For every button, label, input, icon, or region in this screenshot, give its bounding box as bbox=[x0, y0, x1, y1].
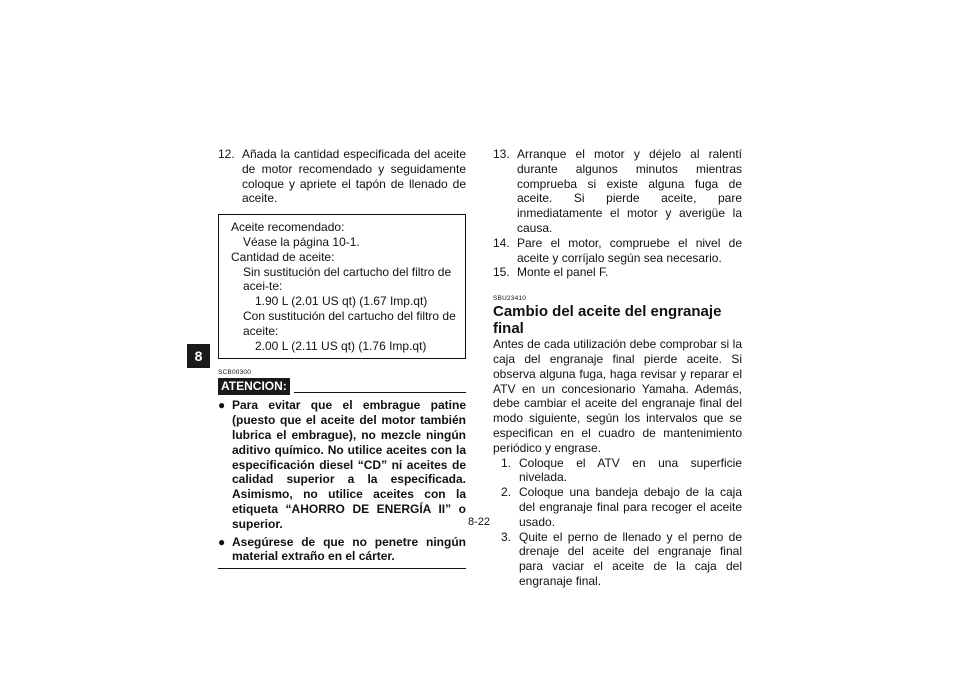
step-text: Pare el motor, compruebe el nivel de aceite y corríjalo según sea necesario. bbox=[517, 235, 742, 265]
step-number: 1. bbox=[501, 455, 512, 470]
step-text: Arranque el motor y déjelo al ralentí durante algunos minutos mientras comprueba si existe alguna fuga de aceite. Si pierde aceite, pare inmediatamente el motor y averigüe la causa. bbox=[517, 147, 742, 235]
oil-spec-box bbox=[218, 214, 466, 359]
substep-3 bbox=[493, 530, 742, 589]
step-number: 13. bbox=[493, 147, 510, 161]
chapter-tab: 8 bbox=[187, 344, 210, 368]
step-14 bbox=[493, 236, 742, 266]
step-number: 12. bbox=[218, 147, 235, 161]
step-text: Añada la cantidad especificada del aceite de motor recomendado y seguidamente coloque y apriete el tapón de llenado de aceite. bbox=[242, 147, 466, 206]
step-text: Coloque el ATV en una superficie nivelada. bbox=[519, 455, 742, 485]
section-code: SBU23410 bbox=[493, 295, 527, 303]
bullet-text: Para evitar que el embrague patine (puesto que el aceite del motor también lubrica el embrague), no mezcle ningún aditivo químico. No utilice aceites con la especificación diesel “CD” ni aceites de calidad superior a la especificada. Asimismo, no utilice aceites con la etiqueta “AHORRO DE ENERGÍA II” o superior. bbox=[232, 398, 466, 531]
substep-2 bbox=[493, 485, 742, 529]
section-code: SCB00300 bbox=[218, 369, 252, 377]
step-13 bbox=[493, 147, 742, 236]
spec-line: Con sustitución del cartucho del filtro de aceite: bbox=[243, 308, 456, 338]
step-12 bbox=[218, 147, 466, 206]
attention-bullet bbox=[218, 398, 466, 531]
step-number: 3. bbox=[501, 529, 512, 544]
section-heading: Cambio del aceite del engranaje final bbox=[493, 303, 722, 338]
section-paragraph: Antes de cada utilización debe comprobar si la caja del engranaje final pierde aceite. Si observa alguna fuga, haga revisar y reparar el ATV en un concesionario Yamaha. Además, debe cambiar el aceite del engranaje final del modo siguiente, según los intervalos que se especifican en el cuadro de mantenimiento periódico y engrase. bbox=[493, 337, 742, 455]
spec-line: 1.90 L (2.01 US qt) (1.67 Imp.qt) bbox=[255, 294, 428, 309]
spec-line: Aceite recomendado: bbox=[231, 220, 345, 235]
spec-line: Véase la página 10-1. bbox=[243, 234, 360, 249]
bullet-icon: ● bbox=[218, 398, 226, 413]
step-number: 2. bbox=[501, 485, 512, 500]
step-text: Coloque una bandeja debajo de la caja del engranaje final para recoger el aceite usado. bbox=[519, 485, 742, 529]
page-number: 8-22 bbox=[468, 516, 491, 528]
step-number: 15. bbox=[493, 265, 510, 280]
bullet-icon: ● bbox=[218, 534, 226, 549]
step-number: 14. bbox=[493, 235, 510, 250]
step-15 bbox=[493, 265, 742, 280]
left-column bbox=[218, 147, 466, 569]
step-text: Monte el panel F. bbox=[517, 265, 609, 280]
spec-line: Cantidad de aceite: bbox=[231, 249, 335, 264]
attention-header bbox=[218, 378, 466, 395]
step-text: Quite el perno de llenado y el perno de drenaje del aceite del engranaje final para vaciar el aceite de la caja del engranaje final. bbox=[519, 529, 742, 588]
attention-bullet bbox=[218, 535, 466, 565]
right-column bbox=[493, 147, 742, 589]
divider bbox=[294, 392, 466, 393]
spec-line: Sin sustitución del cartucho del filtro de acei-te: bbox=[243, 264, 452, 294]
bullet-text: Asegúrese de que no penetre ningún material extraño en el cárter. bbox=[232, 534, 466, 564]
attention-label: ATENCION: bbox=[218, 378, 290, 395]
spec-line: 2.00 L (2.11 US qt) (1.76 Imp.qt) bbox=[255, 338, 427, 353]
divider bbox=[218, 568, 466, 569]
substep-1 bbox=[493, 456, 742, 486]
